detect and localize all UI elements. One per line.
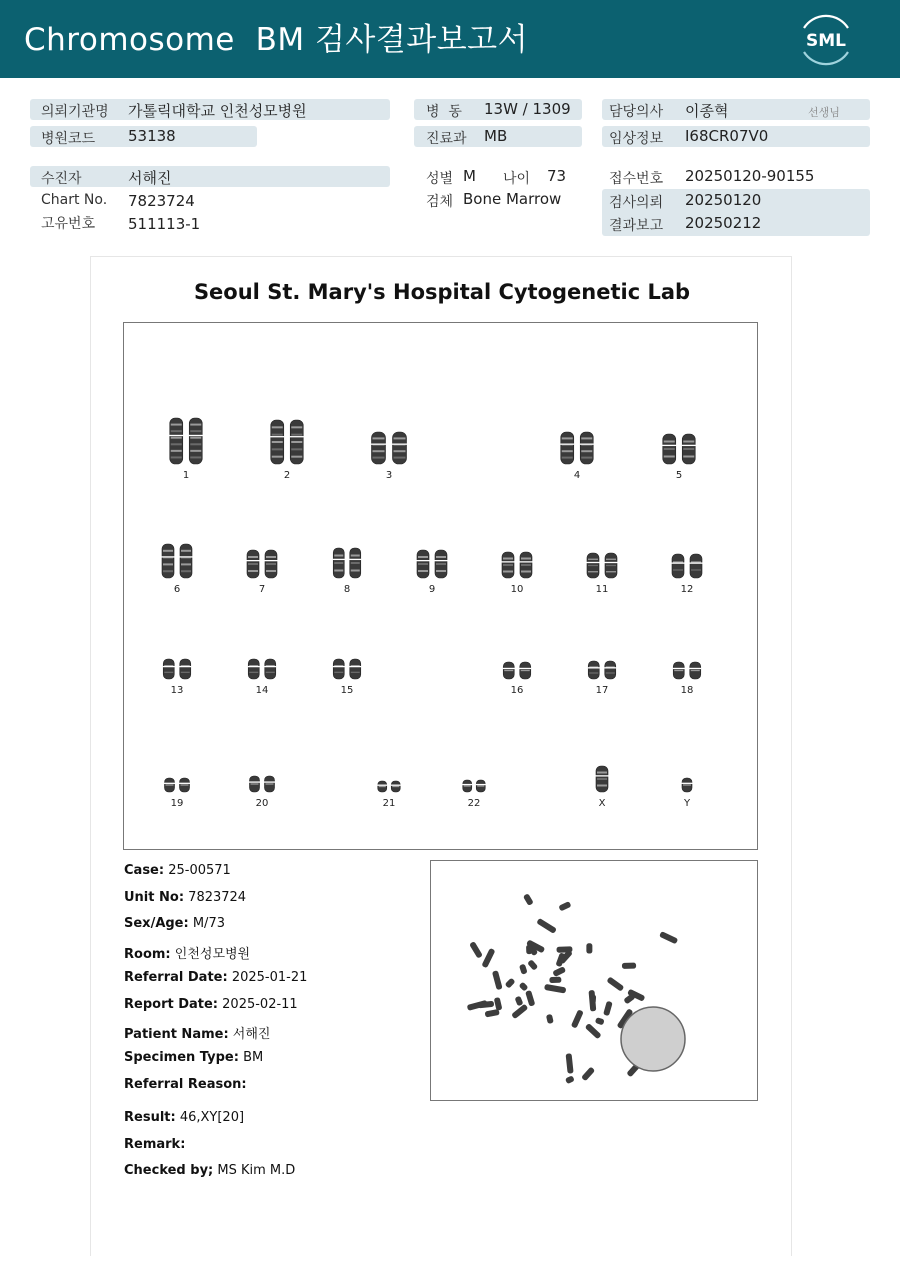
doctor-label: 담당의사 xyxy=(609,104,664,120)
chromosome-label-5: 5 xyxy=(675,470,683,481)
chromosome-pair-2 xyxy=(270,420,304,481)
chromosome-label-10: 10 xyxy=(510,584,524,595)
chromosome-label-X: X xyxy=(598,798,606,809)
chromosome-pair-19 xyxy=(164,778,190,809)
sexage-line xyxy=(124,916,225,931)
unit-value: 7823724 xyxy=(188,890,247,905)
checked-line xyxy=(124,1163,295,1178)
doctor-value: 이종혁 xyxy=(685,102,729,120)
metaphase-chromosome xyxy=(603,1001,613,1016)
age-value: 73 xyxy=(547,167,567,185)
sexage-label: Sex/Age: xyxy=(124,916,189,931)
metaphase-chromosome xyxy=(558,901,571,911)
chromosome-pair-16 xyxy=(503,662,532,696)
chromosome-label-1: 1 xyxy=(182,470,190,481)
receipt-value: 20250120-90155 xyxy=(685,167,815,185)
patient-label: 수진자 xyxy=(41,171,82,187)
request-label: 검사의뢰 xyxy=(609,195,664,211)
metaphase-chromosome xyxy=(552,966,566,977)
metaphase-chromosome xyxy=(549,977,561,983)
chromosome-label-4: 4 xyxy=(573,470,581,481)
chromosome-pair-8 xyxy=(333,548,362,595)
institution-value: 가톨릭대학교 인천성모병원 xyxy=(128,102,307,120)
dept-label: 진료과 xyxy=(426,131,467,147)
referral-date-line xyxy=(124,970,307,985)
chromosome-pair-15 xyxy=(333,659,362,696)
referral-reason-label: Referral Reason: xyxy=(124,1077,247,1092)
chromosome-label-14: 14 xyxy=(255,685,269,696)
chromosome-pair-4 xyxy=(560,432,594,481)
chromosome-label-22: 22 xyxy=(467,798,481,809)
chromosome-pair-18 xyxy=(673,662,702,696)
metaphase-chromosome xyxy=(519,964,528,975)
report-date-value: 20250212 xyxy=(685,214,762,232)
metaphase-chromosome xyxy=(566,1053,574,1074)
specimen-value: Bone Marrow xyxy=(463,190,562,208)
result-label: Result: xyxy=(124,1110,176,1125)
clinical-value: I68CR07V0 xyxy=(685,127,769,145)
patient-value: 서해진 xyxy=(128,169,172,187)
chromosome-label-Y: Y xyxy=(683,798,691,809)
sex-value: M xyxy=(463,167,476,185)
unique-label: 고유번호 xyxy=(41,216,96,232)
metaphase-chromosome xyxy=(536,918,557,934)
chromosome-pair-11 xyxy=(587,553,618,595)
metaphase-chromosome xyxy=(565,1075,575,1084)
logo-text: SML xyxy=(806,31,846,51)
request-value: 20250120 xyxy=(685,191,762,209)
metaphase-chromosome xyxy=(585,1023,602,1039)
metaphase-chromosome xyxy=(469,941,483,959)
remark-line xyxy=(124,1137,185,1152)
hospital-code-value: 53138 xyxy=(128,127,176,145)
unique-value: 511113-1 xyxy=(128,215,201,233)
receipt-label: 접수번호 xyxy=(609,171,664,187)
chromosome-label-13: 13 xyxy=(170,685,184,696)
metaphase-chromosome xyxy=(590,994,597,1004)
referral-date-label: Referral Date: xyxy=(124,970,228,985)
karyogram xyxy=(123,322,758,850)
room-label: Room: xyxy=(124,947,171,962)
room-line xyxy=(124,943,250,962)
chromosome-pair-9 xyxy=(417,550,448,595)
specimen-type-label: Specimen Type: xyxy=(124,1050,239,1065)
report-date-label-2: Report Date: xyxy=(124,997,219,1012)
chromosome-label-9: 9 xyxy=(428,584,436,595)
referral-date-value: 2025-01-21 xyxy=(231,970,308,985)
chart-label: Chart No. xyxy=(41,192,108,208)
metaphase-chromosome xyxy=(571,1009,584,1028)
metaphase-chromosome xyxy=(595,1017,605,1025)
metaphase-chromosome xyxy=(523,893,534,906)
interphase-nucleus xyxy=(621,1007,685,1071)
metaphase-chromosome xyxy=(481,948,495,968)
metaphase-chromosome xyxy=(514,996,523,1007)
room-value: 인천성모병원 xyxy=(174,947,251,962)
metaphase-chromosome xyxy=(556,946,572,953)
metaphase-chromosome xyxy=(606,976,624,991)
sex-label: 성별 xyxy=(426,171,454,187)
referral-reason-line xyxy=(124,1077,247,1092)
chromosome-label-15: 15 xyxy=(340,685,354,696)
remark-label: Remark: xyxy=(124,1137,186,1152)
metaphase-spread-image xyxy=(431,861,757,1100)
page-title: Chromosome BM 검사결과보고서 xyxy=(24,22,529,58)
patient-name-line xyxy=(124,1023,270,1042)
metaphase-chromosome xyxy=(494,997,503,1011)
chromosome-label-8: 8 xyxy=(343,584,351,595)
chromosome-pair-20 xyxy=(249,776,275,809)
doctor-suffix: 선생님 xyxy=(808,106,840,119)
report-header xyxy=(0,0,900,78)
metaphase-chromosome xyxy=(485,1009,500,1018)
checked-value: MS Kim M.D xyxy=(217,1163,296,1178)
karyogram-image xyxy=(124,323,757,849)
chromosome-label-19: 19 xyxy=(170,798,184,809)
specimen-type-line xyxy=(124,1050,263,1065)
chromosome-label-20: 20 xyxy=(255,798,269,809)
metaphase-chromosome xyxy=(519,982,529,992)
chromosome-pair-5 xyxy=(662,434,696,481)
chromosome-label-12: 12 xyxy=(680,584,694,595)
patient-bar xyxy=(30,166,390,187)
sexage-value: M/73 xyxy=(192,916,225,931)
chromosome-pair-14 xyxy=(248,659,277,696)
patient-name-value: 서해진 xyxy=(232,1027,271,1042)
chromosome-pair-17 xyxy=(588,661,617,696)
metaphase-chromosome xyxy=(492,970,503,990)
metaphase-chromosome xyxy=(544,984,566,994)
chromosome-pair-12 xyxy=(672,554,703,595)
lab-title: Seoul St. Mary's Hospital Cytogenetic Lab xyxy=(193,280,691,304)
chart-value: 7823724 xyxy=(128,192,195,210)
chromosome-label-2: 2 xyxy=(283,470,291,481)
result-line xyxy=(124,1110,244,1125)
chromosome-pair-10 xyxy=(502,552,533,595)
metaphase-chromosome xyxy=(505,978,516,989)
institution-label: 의뢰기관명 xyxy=(41,104,109,120)
chromosome-pair-X xyxy=(596,766,609,809)
metaphase-chromosome xyxy=(546,1014,554,1024)
chromosome-label-21: 21 xyxy=(382,798,396,809)
chromosome-pair-1 xyxy=(169,418,203,481)
metaphase-chromosome xyxy=(526,945,532,954)
clinical-label: 임상정보 xyxy=(609,131,664,147)
metaphase-chromosome xyxy=(586,943,592,953)
metaphase-chromosome xyxy=(659,931,678,944)
hospital-code-label: 병원코드 xyxy=(41,131,96,147)
metaphase-chromosome xyxy=(527,959,538,971)
metaphase-chromosome xyxy=(525,990,535,1007)
sml-logo xyxy=(796,12,856,66)
chromosome-label-17: 17 xyxy=(595,685,609,696)
specimen-type-value: BM xyxy=(243,1050,264,1065)
metaphase-image-frame xyxy=(430,860,758,1101)
age-label: 나이 xyxy=(503,171,531,187)
ward-value: 13W / 1309 xyxy=(484,100,571,118)
report-date-label: 결과보고 xyxy=(609,218,664,234)
case-value: 25-00571 xyxy=(168,863,231,878)
chromosome-pair-Y xyxy=(682,778,693,809)
chromosome-pair-6 xyxy=(162,544,193,595)
chromosome-pair-21 xyxy=(377,781,401,809)
report-date-value-2: 2025-02-11 xyxy=(222,997,298,1012)
chromosome-label-7: 7 xyxy=(258,584,266,595)
report-date-line xyxy=(124,997,298,1012)
ward-label: 병 동 xyxy=(426,104,462,120)
metaphase-chromosome xyxy=(622,963,636,969)
metaphase-chromosome xyxy=(511,1004,528,1020)
metaphase-chromosome xyxy=(467,1000,488,1011)
metaphase-chromosome xyxy=(581,1066,595,1081)
chromosome-label-11: 11 xyxy=(595,584,609,595)
specimen-label: 검체 xyxy=(426,194,454,210)
case-line xyxy=(124,863,231,878)
patient-name-label: Patient Name: xyxy=(124,1027,229,1042)
chromosome-label-16: 16 xyxy=(510,685,524,696)
unit-line xyxy=(124,890,246,905)
chromosome-pair-13 xyxy=(163,659,192,696)
result-value: 46,XY[20] xyxy=(179,1110,245,1125)
unit-label: Unit No: xyxy=(124,890,185,905)
dept-value: MB xyxy=(484,127,508,145)
chromosome-pair-22 xyxy=(462,780,486,809)
chromosome-label-3: 3 xyxy=(385,470,393,481)
case-label: Case: xyxy=(124,863,165,878)
chromosome-pair-7 xyxy=(247,550,278,595)
chromosome-label-6: 6 xyxy=(173,584,181,595)
chromosome-pair-3 xyxy=(371,432,407,481)
checked-label: Checked by; xyxy=(124,1163,214,1178)
chromosome-label-18: 18 xyxy=(680,685,694,696)
